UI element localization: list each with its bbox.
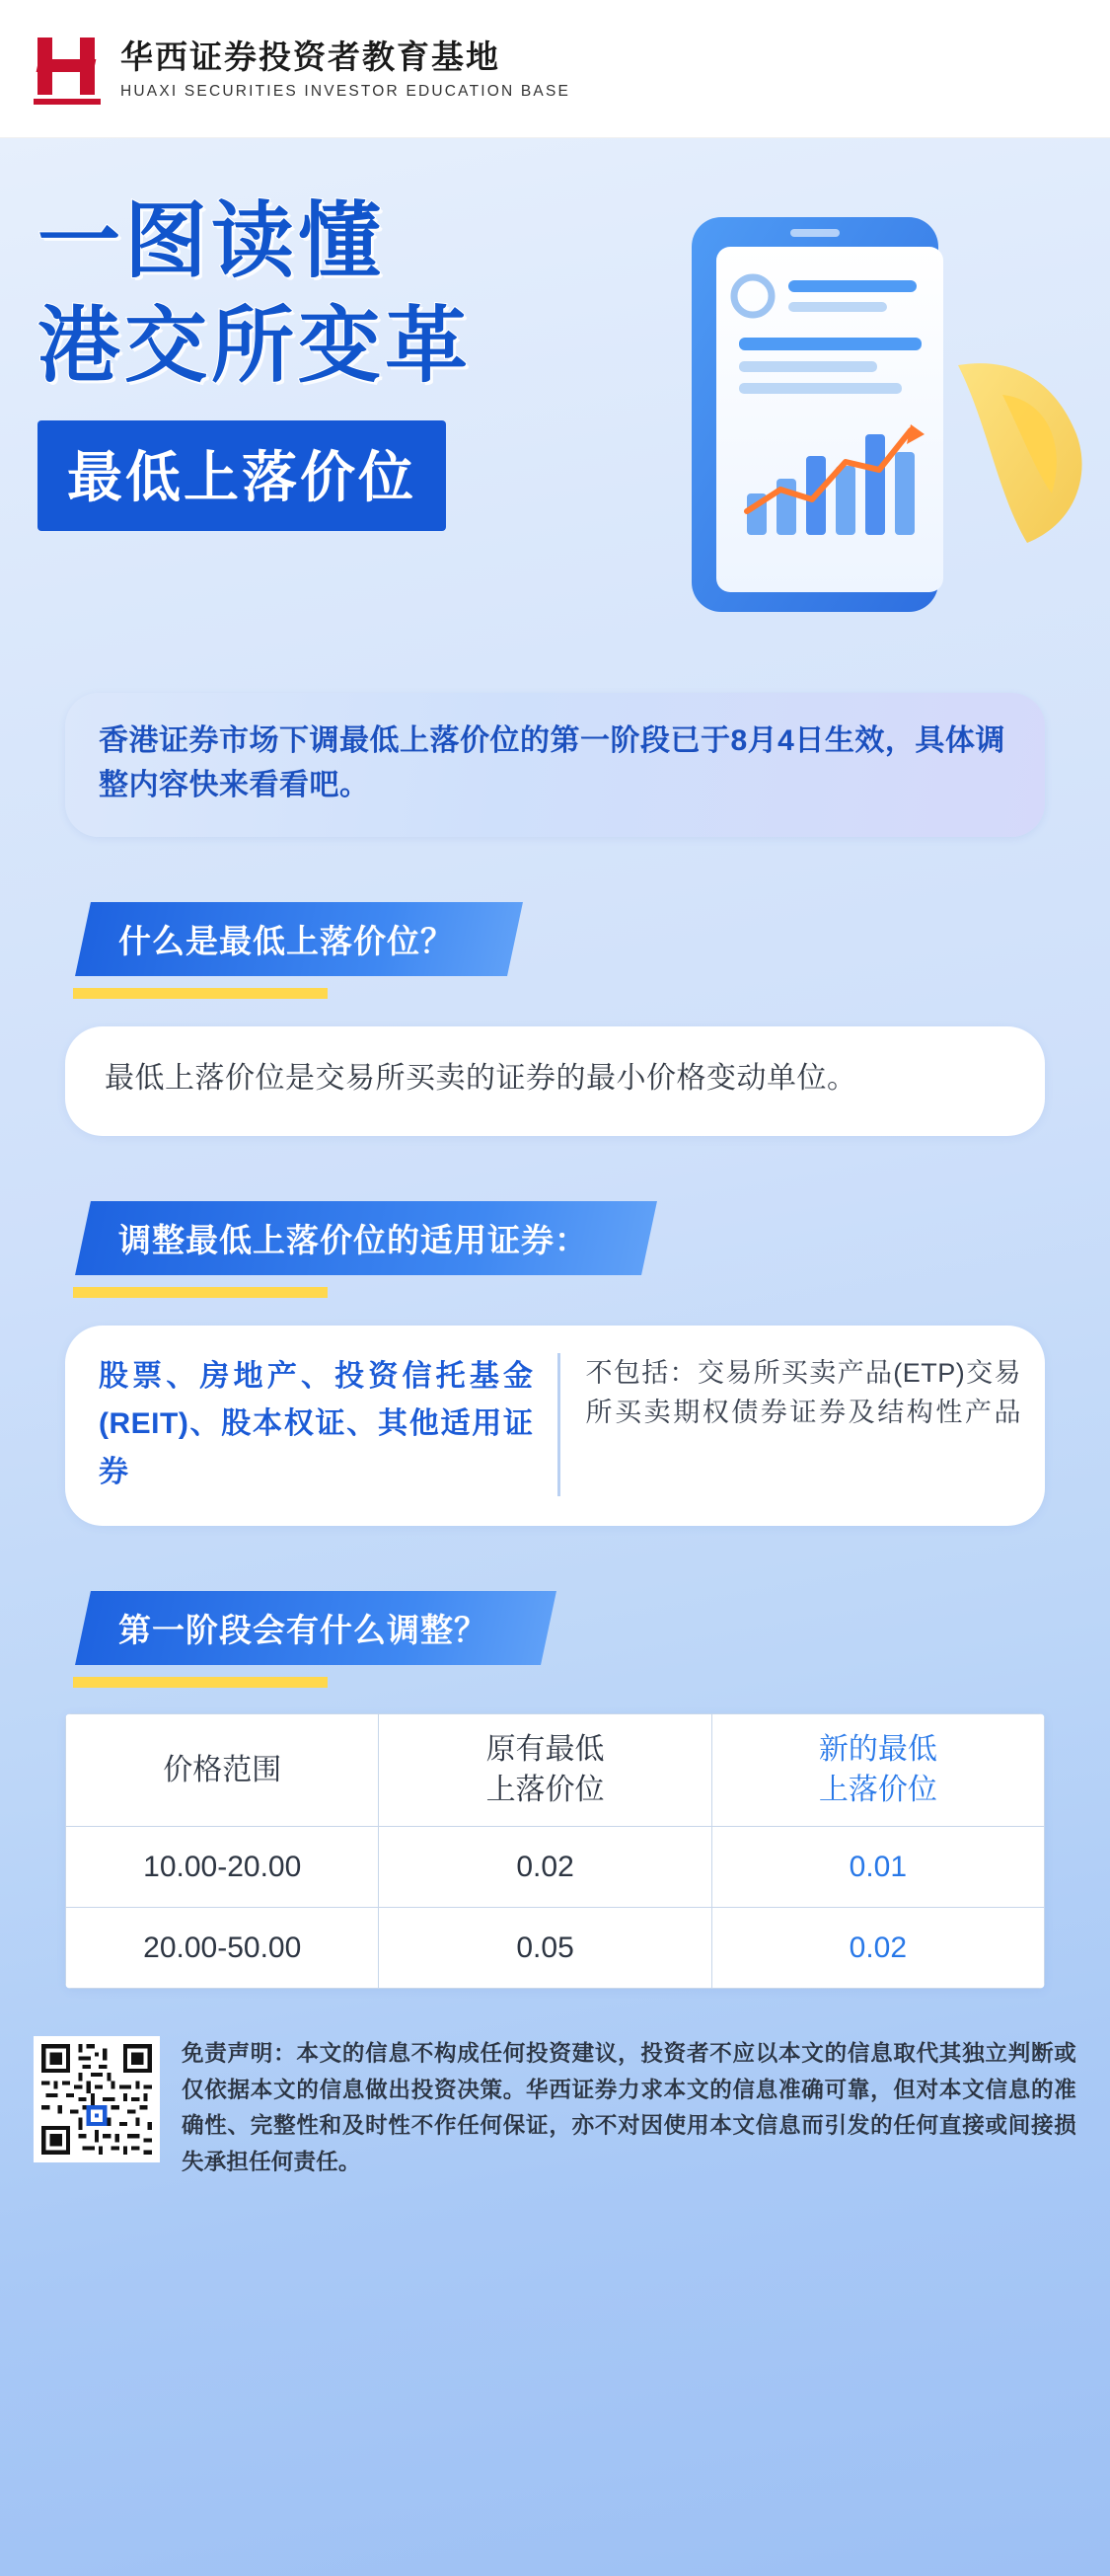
- disclaimer-block: [0, 2036, 1110, 2216]
- hero-section: [0, 138, 1110, 730]
- site-header: [0, 0, 1110, 138]
- section-ribbon-1: [75, 902, 523, 976]
- table-row: [66, 1827, 1045, 1908]
- section-heading-2-label: 调整最低上落价位的适用证券：: [118, 1221, 588, 1258]
- logo-text-block: [120, 37, 570, 101]
- definition-card: [65, 1026, 1045, 1136]
- section-heading-3-label: 第一阶段会有什么调整？: [118, 1612, 487, 1649]
- section-heading-3: [65, 1591, 1045, 1688]
- applicable-securities-card: [65, 1326, 1045, 1527]
- section-heading-1: [65, 902, 1045, 999]
- table-header-old: [379, 1714, 711, 1827]
- table-row: [66, 1908, 1045, 1989]
- logo-title-en: HUAXI SECURITIES INVESTOR EDUCATION BASE: [120, 83, 571, 101]
- cell-range: 20.00-50.00: [66, 1908, 379, 1989]
- table-header-row: [66, 1714, 1045, 1827]
- section-phase-one: [0, 1591, 1110, 1989]
- section-underbar-1: [73, 988, 328, 999]
- section-ribbon-3: [75, 1591, 556, 1665]
- logo-title-cn: 华西证券投资者教育基地: [120, 38, 500, 75]
- hero-title-block: [37, 189, 472, 531]
- table-header-new: [711, 1714, 1044, 1827]
- section-underbar-2: [73, 1287, 328, 1298]
- cell-range: 10.00-20.00: [66, 1827, 379, 1908]
- cell-new: 0.02: [711, 1908, 1044, 1989]
- section-ribbon-2: [75, 1201, 657, 1275]
- table-header-old-line1: 原有最低: [485, 1733, 605, 1767]
- table-header-range: 价格范围: [66, 1714, 379, 1827]
- cell-old: 0.05: [379, 1908, 711, 1989]
- section-applicable: [0, 1201, 1110, 1527]
- disclaimer-body: 本文的信息不构成任何投资建议，投资者不应以本文的信息取代其独立判断或仅依据本文的信息做出投资决策。华西证券力求本文的信息准确可靠，但对本文信息的准确性、完整性和及时性不作任何保证，亦不对因使用本文信息而引发的任何直接或间接损失承担任何责任。: [182, 2041, 1076, 2174]
- hero-line-1: 一图读懂: [37, 194, 386, 287]
- intro-text: 香港证券市场下调最低上落价位的第一阶段已于8月4日生效，具体调整内容快来看看吧。: [99, 724, 1005, 801]
- excluded-column: [560, 1353, 1022, 1497]
- section-heading-1-label: 什么是最低上落价位？: [118, 923, 454, 959]
- intro-bubble: [65, 693, 1045, 837]
- section-what-is: [0, 902, 1110, 1136]
- excluded-text: 不包括：交易所买卖产品(ETP)交易所买卖期权债券证券及结构性产品: [585, 1357, 1021, 1427]
- disclaimer-label: 免责声明：: [182, 2041, 297, 2067]
- table-header-old-line2: 上落价位: [485, 1773, 605, 1806]
- cell-new: 0.01: [711, 1827, 1044, 1908]
- section-underbar-3: [73, 1677, 328, 1688]
- report-illustration-icon: [662, 197, 1086, 642]
- section-heading-2: [65, 1201, 1045, 1298]
- table-header-new-line1: 新的最低: [818, 1733, 937, 1767]
- hero-line-2: 港交所变革: [37, 298, 473, 392]
- qr-code-icon[interactable]: [34, 2036, 160, 2162]
- cell-old: 0.02: [379, 1827, 711, 1908]
- spread-table: [65, 1713, 1045, 1989]
- hero-badge: 最低上落价位: [37, 420, 446, 531]
- included-column: [99, 1353, 560, 1497]
- huaxi-h-logo-icon: [34, 32, 107, 107]
- definition-text: 最低上落价位是交易所买卖的证券的最小价格变动单位。: [105, 1062, 857, 1095]
- disclaimer-text-wrapper: [182, 2036, 1076, 2180]
- intro-wrapper: [0, 693, 1110, 837]
- table-header-new-line2: 上落价位: [818, 1773, 937, 1806]
- included-text: 股票、房地产、投资信托基金(REIT)、股本权证、其他适用证券: [99, 1359, 534, 1488]
